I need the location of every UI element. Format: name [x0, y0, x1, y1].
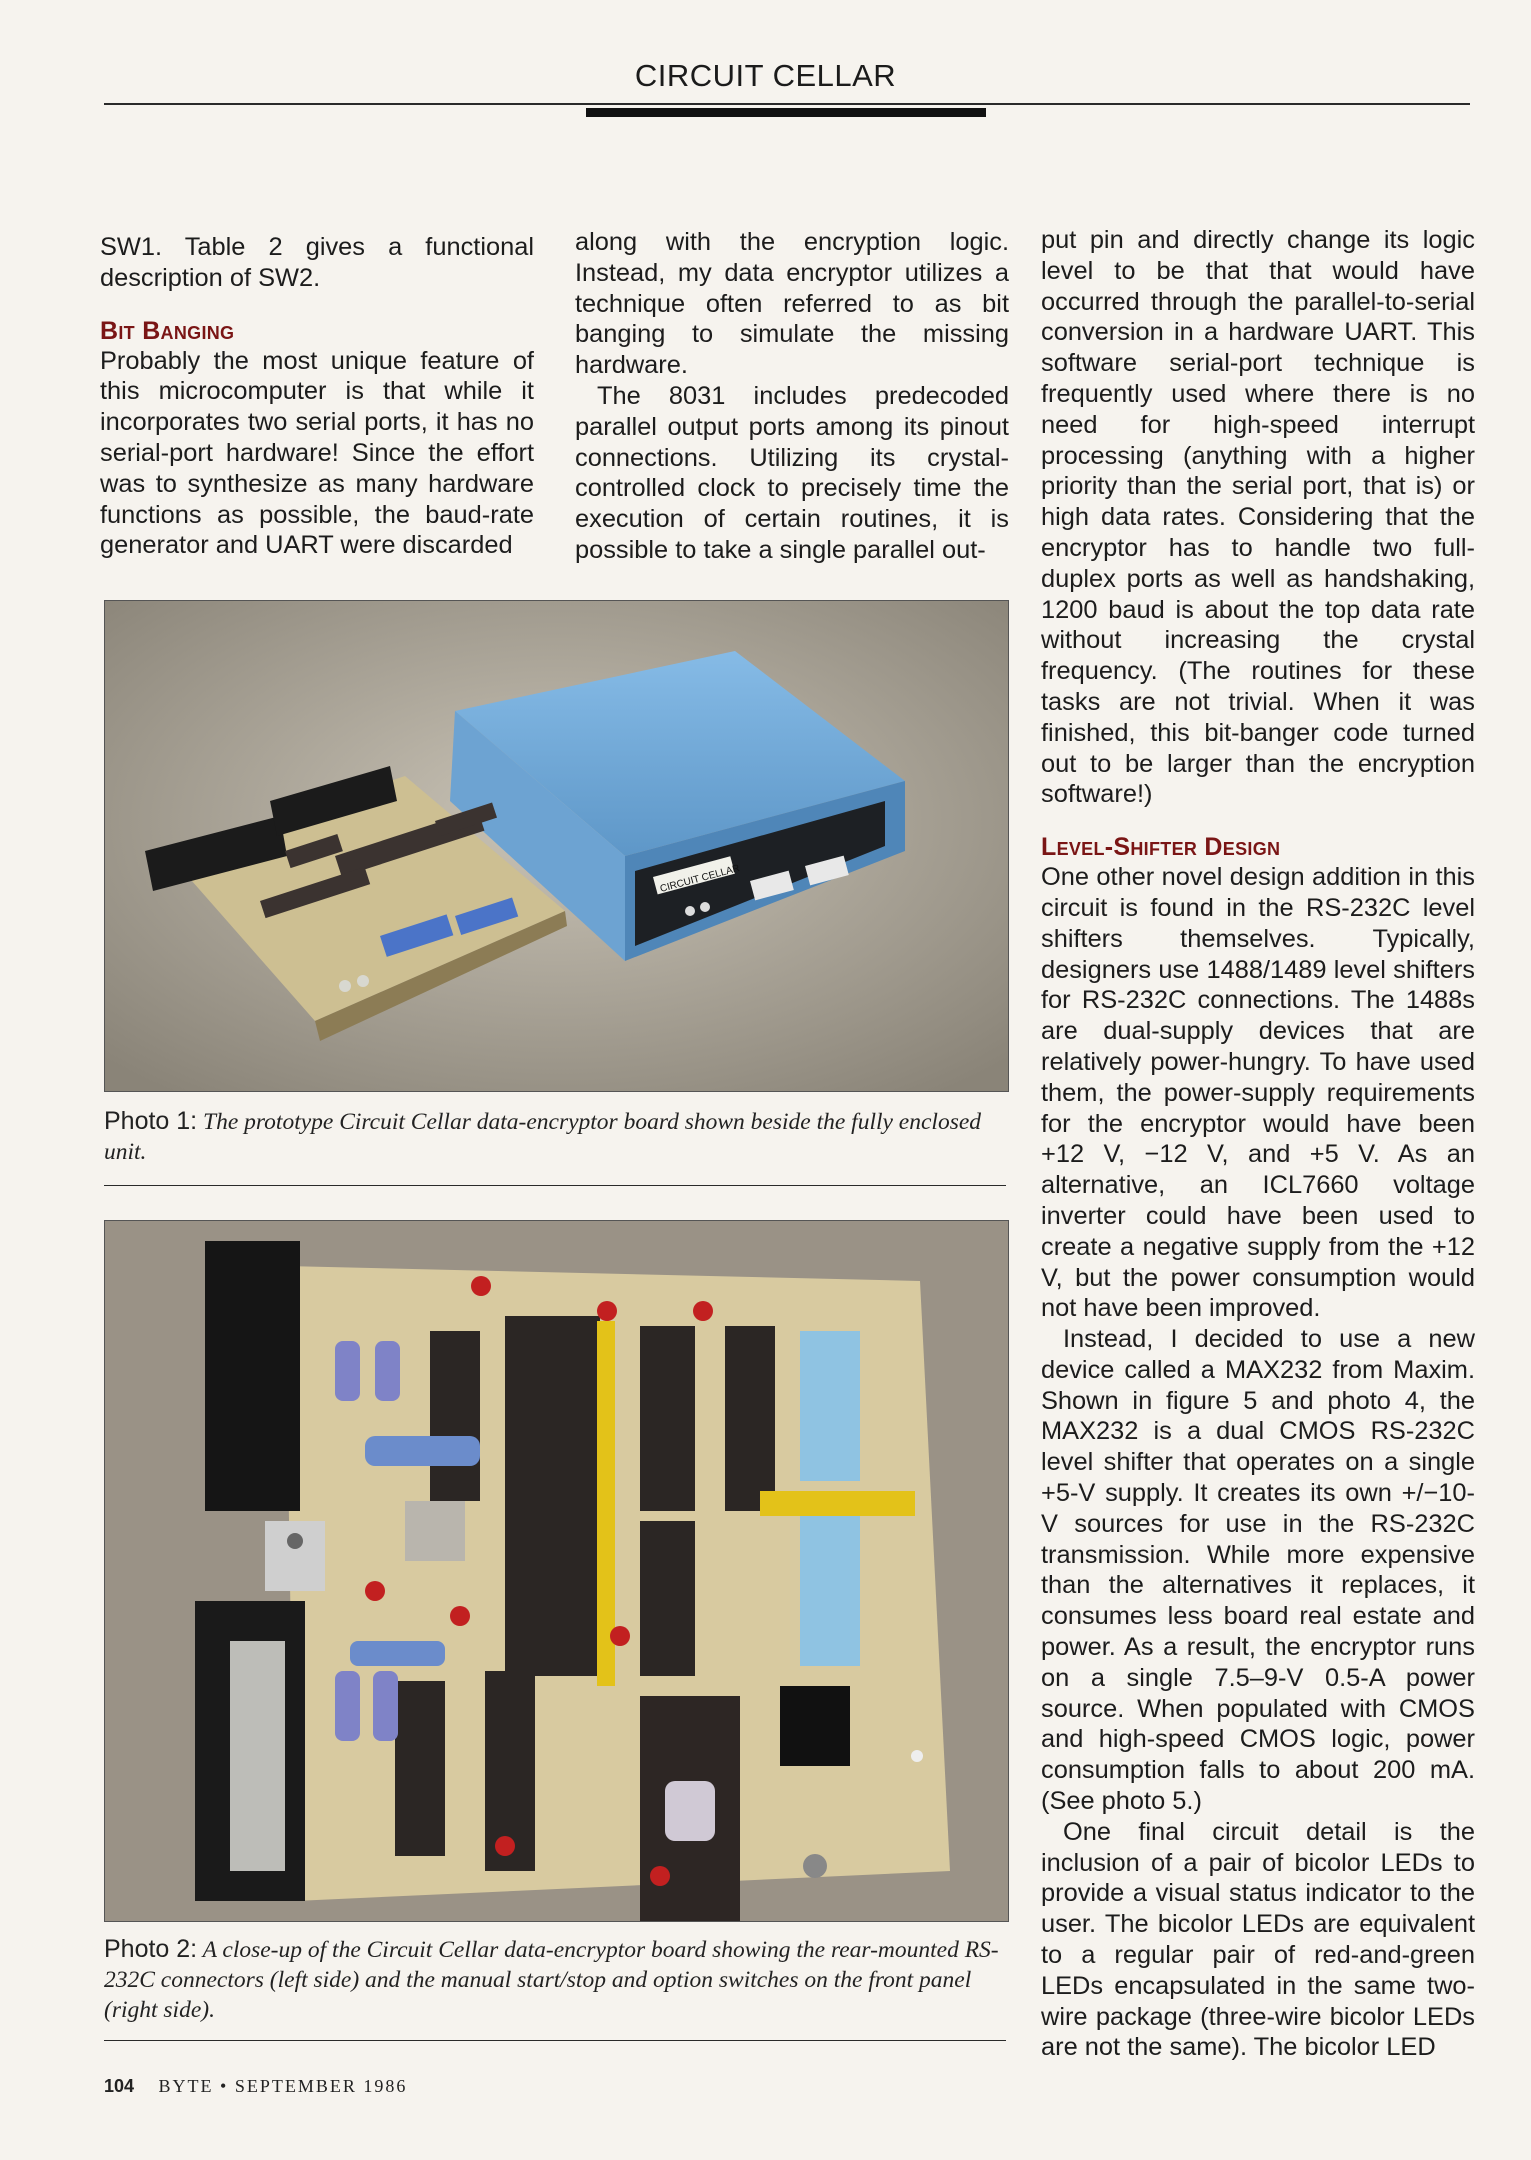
photo-1-caption [104, 1106, 984, 1167]
photo-2 [104, 1220, 1009, 1922]
header-rule [104, 103, 1470, 105]
caption-rule [104, 2040, 1006, 2041]
paragraph: The 8031 includes predecoded parallel output ports among its pinout connections. Utilizing its crystal-controlled clock to precisely time the execution of certain routines, it is possible to take a single parallel out- [575, 381, 1009, 564]
paragraph: One other novel design addition in this circuit is found in the RS-232C level shifters themselves. Typically, designers use 1488/1489 level shifters for RS-232C connections. The 1488s are dual-supply devices that are relatively power-hungry. To have used them, the power-supply requirements for the encryptor would have been +12 V, −12 V, and +5 V. As an alternative, an ICL7660 voltage inverter could have been used to create a negative supply from the +12 V, but the power consumption would not have been improved. [1041, 863, 1475, 1323]
photo-1-caption-text: The prototype Circuit Cellar data-encryptor board shown beside the fully enclosed unit. [104, 1109, 982, 1165]
column-2 [575, 227, 1009, 566]
paragraph: Instead, I decided to use a new device called a MAX232 from Maxim. Shown in figure 5 and photo 4, the MAX232 is a dual CMOS RS-232C level shifter that operates on a single +5-V supply. It creates its own +/−10-V sources for use in the RS-232C transmission. While more expensive than the alternatives it replaces, it consumes less board real estate and power. As a result, the encryptor runs on a single 7.5–9-V 0.5-A power source. When populated with CMOS and high-speed CMOS logic, power consumption falls to about 200 mA. (See photo 5.) [1041, 1325, 1475, 1816]
paragraph: along with the encryption logic. Instead, my data encryptor utilizes a technique often referred to as bit banging to simulate the missing hardware. [575, 228, 1009, 380]
paragraph: One final circuit detail is the inclusion of a pair of bicolor LEDs to provide a visual status indicator to the user. The bicolor LEDs are equivalent to a regular pair of red-and-green LEDs encapsulated in the same two-wire package (three-wire bicolor LEDs are not the same). The bicolor LED [1041, 1817, 1475, 2062]
photo-1 [104, 600, 1009, 1092]
enclosure-label: CIRCUIT CELLAR [658, 863, 742, 895]
column-3 [1041, 225, 1475, 2063]
page-footer [104, 2076, 407, 2097]
photo-1-label: Photo 1: [104, 1107, 198, 1135]
photo-2-image [105, 1221, 1008, 1921]
header-rule-accent [586, 108, 986, 117]
photo-2-caption [104, 1934, 1004, 2025]
page-number: 104 [104, 2076, 135, 2096]
paragraph: SW1. Table 2 gives a functional description of SW2. [100, 233, 534, 292]
photo-1-image [105, 601, 1008, 1091]
column-1 [100, 232, 534, 561]
paragraph: Probably the most unique feature of this microcomputer is that while it incorporates two serial ports, it has no serial-port hardware! Since the effort was to synthesize as many hardware functions as possible, the baud-rate generator and UART were discarded [100, 346, 534, 560]
photo-2-label: Photo 2: [104, 1935, 198, 1963]
photo-2-caption-text: A close-up of the Circuit Cellar data-encryptor board showing the rear-mounted RS-232C connectors (left side) and the manual start/stop and option switches on the front panel (right side). [104, 1937, 999, 2023]
caption-rule [104, 1185, 1006, 1186]
section-heading: Bit Banging [100, 316, 235, 345]
footer-text: BYTE • SEPTEMBER 1986 [158, 2076, 408, 2096]
paragraph: put pin and directly change its logic level to be that that would have occurred through the parallel-to-serial conversion in a hardware UART. This software serial-port technique is frequently used where there is no need for high-speed interrupt processing (anything with a higher priority than the serial port, that is) or high data rates. Considering that the encryptor has to handle two full-duplex ports as well as handshaking, 1200 baud is about the top data rate without increasing the crystal frequency. (The routines for these tasks are not trivial. When it was finished, this bit-banger code turned out to be larger than the encryption software!) [1041, 226, 1475, 809]
section-heading: Level-Shifter Design [1041, 833, 1281, 862]
running-header: CIRCUIT CELLAR [634, 58, 897, 93]
